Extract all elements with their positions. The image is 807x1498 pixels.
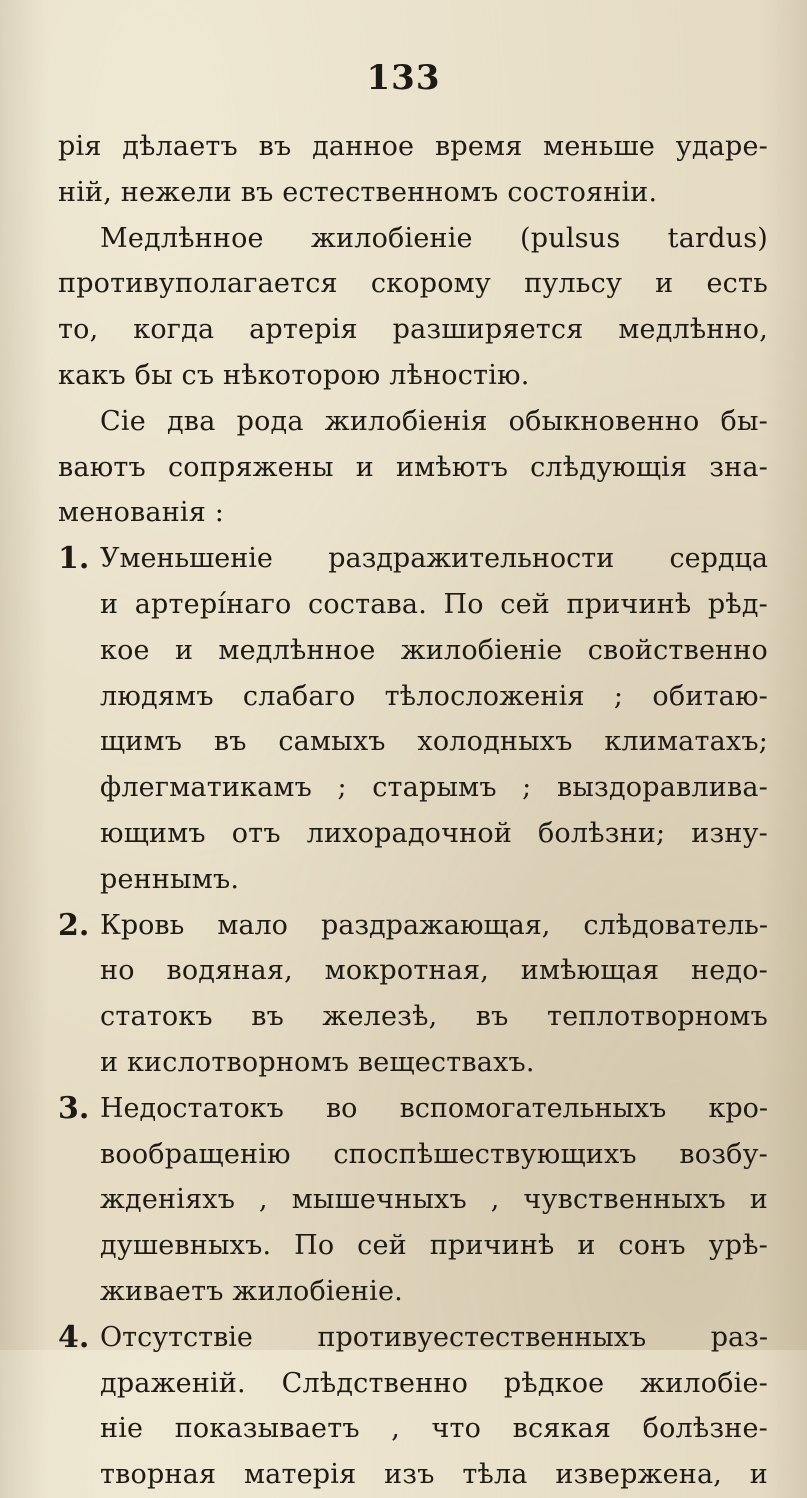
text-line: реннымъ.	[100, 863, 240, 895]
item-number: 1.	[58, 541, 90, 577]
page-text	[58, 124, 768, 1498]
text-line: менованія :	[58, 497, 225, 529]
item-number: 4.	[58, 1319, 90, 1355]
text-line: ній, нежели въ естественномъ состояніи.	[58, 176, 658, 208]
text-line: вообращенію споспѣшествующихъ возбу-	[100, 1138, 768, 1170]
text-line: Недостатокъ во вспомогательныхъ кро-	[100, 1092, 768, 1124]
text-line: Сіе два рода жилобіенія обыкновенно бы-	[100, 405, 768, 437]
item-number: 2.	[58, 907, 90, 943]
text-line: статокъ въ железѣ, въ теплотворномъ	[100, 1001, 768, 1033]
text-line: людямъ слабаго тѣлосложенія ; обитаю-	[100, 680, 768, 712]
text-line: Кровь мало раздражающая, слѣдователь-	[100, 909, 768, 941]
text-line: то, когда артерія разширяется медлѣнно,	[58, 314, 768, 346]
list-item	[58, 1086, 768, 1315]
text-line: рія дѣлаетъ въ данное время меньше ударе-	[58, 131, 768, 162]
text-line: Отсутствіе противуестественныхъ раз-	[100, 1321, 768, 1353]
text-line: противуполагается скорому пульсу и есть	[58, 268, 768, 300]
text-line: творная матерія изъ тѣла извержена, и	[100, 1459, 768, 1491]
text-line: и артерíнаго состава. По сей причинѣ рѣд-	[100, 588, 768, 620]
text-line: жденіяхъ , мышечныхъ , чувственныхъ и	[100, 1184, 768, 1216]
text-line: и кислотворномъ веществахъ.	[100, 1046, 535, 1078]
text-line: Уменьшеніе раздражительности сердца	[100, 543, 768, 575]
text-line: какъ бы съ нѣкоторою лѣностію.	[58, 359, 530, 391]
text-line: Медлѣнное жилобіеніе (pulsus tardus)	[100, 222, 768, 254]
paragraph-3	[58, 399, 768, 536]
text-line: щимъ въ самыхъ холодныхъ климатахъ;	[100, 726, 768, 758]
text-line: душевныхъ. По сей причинѣ и сонъ урѣ-	[100, 1230, 768, 1262]
list-item	[58, 1315, 768, 1498]
page-number: 133	[366, 58, 441, 98]
text-line: но водяная, мокротная, имѣющая недо-	[100, 955, 768, 987]
paragraph-2	[58, 216, 768, 399]
text-line: кое и медлѣнное жилобіеніе свойственно	[100, 634, 768, 666]
list-item	[58, 536, 768, 902]
text-line: драженій. Слѣдственно рѣдкое жилобіе-	[100, 1367, 768, 1399]
item-number: 3.	[58, 1090, 90, 1126]
text-line: ваютъ сопряжены и имѣютъ слѣдующія зна-	[58, 451, 768, 483]
text-line: ніе показываетъ , что всякая болѣзне-	[100, 1413, 768, 1445]
text-line: ющимъ отъ лихорадочной болѣзни; изну-	[100, 817, 768, 849]
paragraph-1	[58, 124, 768, 216]
text-line: живаетъ жилобіеніе.	[100, 1275, 403, 1307]
text-line: флегматикамъ ; старымъ ; выздоравлива-	[100, 772, 768, 804]
list-item	[58, 903, 768, 1086]
